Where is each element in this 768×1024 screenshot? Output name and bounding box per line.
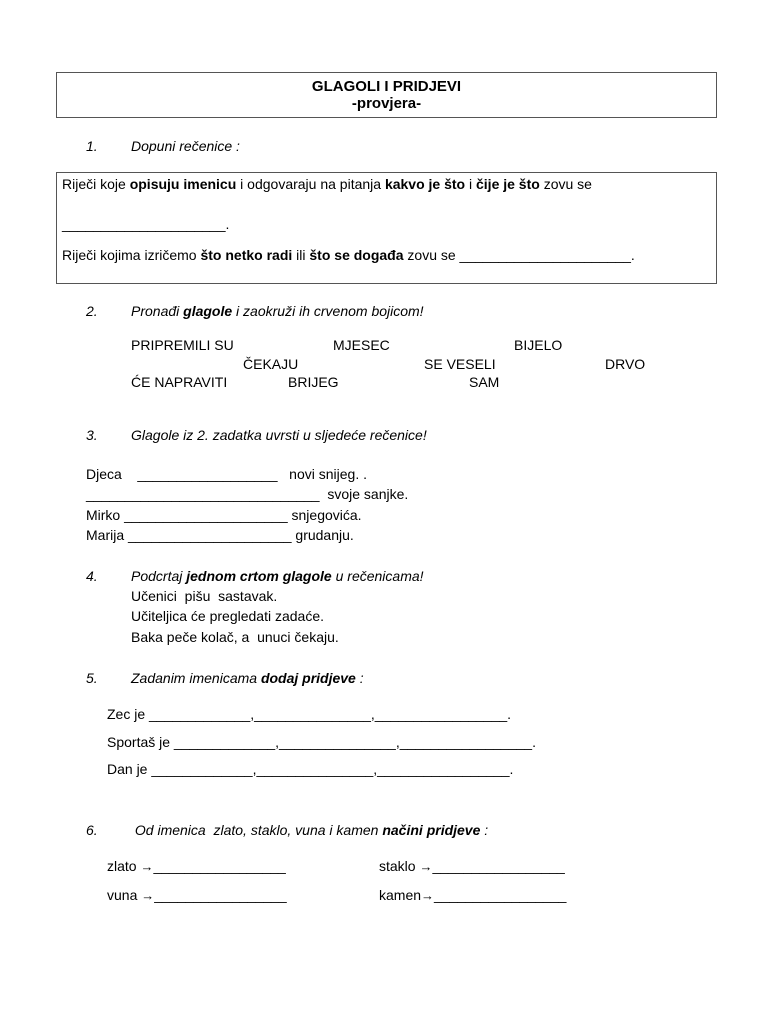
task6-item-kamen[interactable] xyxy=(379,887,566,904)
bold-segment: načini pridjeve xyxy=(382,822,481,838)
task5-row-zec[interactable]: Zec je _____________,_______________,_________________. xyxy=(107,706,512,722)
word-mjesec[interactable]: MJESEC xyxy=(333,337,390,353)
answer-blank[interactable]: _________________ xyxy=(432,858,565,874)
task5-instruction xyxy=(131,670,364,686)
text-segment: Podcrtaj xyxy=(131,568,187,584)
item-label: zlato xyxy=(107,858,141,874)
word-ce-napraviti[interactable]: ĆE NAPRAVITI xyxy=(131,374,228,390)
task1-line3 xyxy=(62,247,635,263)
word-cekaju[interactable]: ČEKAJU xyxy=(243,356,299,372)
text-segment: zovu se ______________________. xyxy=(403,247,635,263)
text-segment: Od imenica zlato, staklo, vuna i kamen xyxy=(131,822,383,838)
bold-segment: kakvo je što xyxy=(384,176,466,192)
task3-sentence-2[interactable]: ______________________________ svoje sanjke. xyxy=(86,486,409,502)
task6-instruction xyxy=(131,822,488,838)
item-label: staklo xyxy=(379,858,420,874)
item-label: vuna xyxy=(107,887,142,903)
answer-blank[interactable]: _________________ xyxy=(153,858,286,874)
bold-segment: što netko radi xyxy=(200,247,293,263)
word-bijelo[interactable]: BIJELO xyxy=(514,337,563,353)
text-segment: i xyxy=(465,176,476,192)
task2-instruction xyxy=(131,303,424,319)
bold-segment: jednom crtom glagole xyxy=(186,568,332,584)
text-segment: : xyxy=(480,822,489,838)
text-segment: Pronađi xyxy=(131,303,184,319)
text-segment: zovu se xyxy=(539,176,592,192)
word-sam[interactable]: SAM xyxy=(469,374,500,390)
text-segment: i zaokruži ih crvenom bojicom! xyxy=(232,303,424,319)
task4-number: 4. xyxy=(86,568,98,584)
task1-line2-blank[interactable]: _____________________. xyxy=(62,216,230,232)
page-subtitle: -provjera- xyxy=(351,95,422,112)
text-segment: i odgovaraju na pitanja xyxy=(236,176,385,192)
task1-number: 1. xyxy=(86,138,98,154)
arrow-right-icon: → xyxy=(141,888,155,903)
task4-sentence-1[interactable]: Učenici pišu sastavak. xyxy=(131,588,278,604)
bold-segment: što se događa xyxy=(309,247,404,263)
answer-blank[interactable]: _________________ xyxy=(154,887,287,903)
word-se-veseli[interactable]: SE VESELI xyxy=(424,356,496,372)
bold-segment: opisuju imenicu xyxy=(129,176,237,192)
task3-number: 3. xyxy=(86,427,98,443)
text-segment: ili xyxy=(292,247,310,263)
task6-item-staklo[interactable] xyxy=(379,858,565,875)
bold-segment: glagole xyxy=(183,303,233,319)
task6-number: 6. xyxy=(86,822,98,838)
bold-segment: dodaj pridjeve xyxy=(260,670,356,686)
task6-item-vuna[interactable] xyxy=(107,887,287,904)
word-brijeg[interactable]: BRIJEG xyxy=(288,374,339,390)
task4-instruction xyxy=(131,568,424,584)
arrow-right-icon: → xyxy=(421,888,435,903)
bold-segment: čije je što xyxy=(476,176,540,192)
text-segment: Riječi koje xyxy=(62,176,130,192)
task3-sentence-4[interactable]: Marija _____________________ grudanju. xyxy=(86,527,354,543)
text-segment: u rečenicama! xyxy=(331,568,424,584)
task1-instruction: Dopuni rečenice : xyxy=(131,138,240,154)
task3-instruction: Glagole iz 2. zadatka uvrsti u sljedeće rečenice! xyxy=(131,427,427,443)
page-title: GLAGOLI I PRIDJEVI xyxy=(311,78,462,95)
answer-blank[interactable]: _________________ xyxy=(434,887,567,903)
task5-row-sportas[interactable]: Sportaš je _____________,_______________,_________________. xyxy=(107,734,536,750)
text-segment: : xyxy=(355,670,364,686)
task3-sentence-1[interactable]: Djeca __________________ novi snijeg. . xyxy=(86,466,367,482)
task5-row-dan[interactable]: Dan je _____________,_______________,_________________. xyxy=(107,761,514,777)
task4-sentence-3[interactable]: Baka peče kolač, a unuci čekaju. xyxy=(131,629,339,645)
task5-number: 5. xyxy=(86,670,98,686)
text-segment: Zadanim imenicama xyxy=(131,670,261,686)
arrow-right-icon: → xyxy=(419,859,433,874)
word-pripremili-su[interactable]: PRIPREMILI SU xyxy=(131,337,234,353)
title-box xyxy=(56,72,717,118)
task1-line1 xyxy=(62,176,592,192)
task3-sentence-3[interactable]: Mirko _____________________ snjegovića. xyxy=(86,507,362,523)
item-label: kamen xyxy=(379,887,422,903)
task6-item-zlato[interactable] xyxy=(107,858,286,875)
word-drvo[interactable]: DRVO xyxy=(605,356,646,372)
text-segment: Riječi kojima izričemo xyxy=(62,247,201,263)
task4-sentence-2[interactable]: Učiteljica će pregledati zadaće. xyxy=(131,608,324,624)
arrow-right-icon: → xyxy=(140,859,154,874)
task2-number: 2. xyxy=(86,303,98,319)
